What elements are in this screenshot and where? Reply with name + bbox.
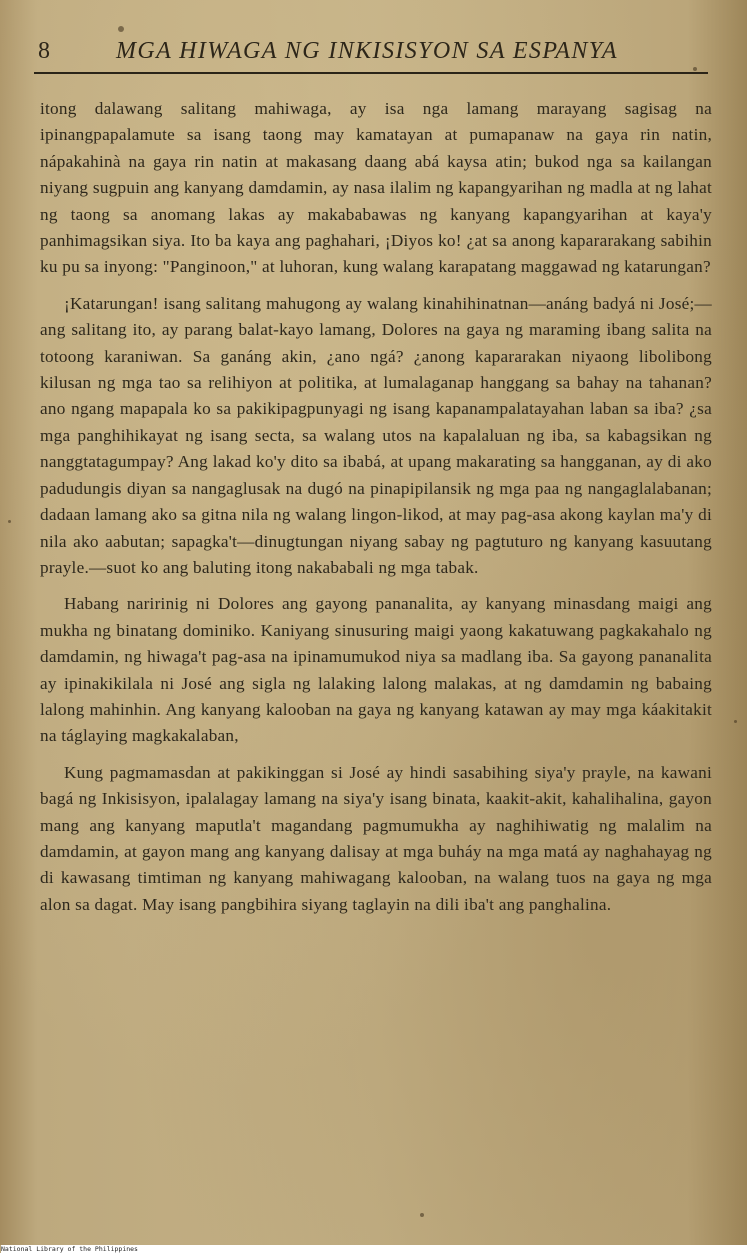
paper-speck [8,520,11,523]
paper-speck [693,67,697,71]
body-text [40,96,712,918]
paragraph-2: ¡Katarungan! isang salitang mahugong ay walang kinahihinatnan—anáng badyá ni José;—ang salitang ito, ay parang balat-kayo lamang, Dolores na gaya ng maraming ibang salita na totoong karaniwan. Sa ganáng akin, ¿ano ngá? ¿anong kapararakan niyaong libolibong kilusan ng mga tao sa relihiyon at politika, at lumalaganap hanggang sa bahay na tahanan? ano ngang mapapala ko sa pakikipagpunyagi ng isang kapanampalatayahan laban sa iba? ¿sa mga panghihikayat ng isang secta, sa walang utos na kapalaluan ng iba, sa kabagsikan ng nanggtatagumpay? Ang lakad ko'y dito sa ibabá, at upang makarating sa hangganan, ay di ako padudungis diyan sa nangaglusak na dugó na pinapipilansik ng mga paa ng nangaglalabanan; dadaan lamang ako sa gitna nila ng walang lingon-likod, at may pag-asa akong kaylan ma'y di nila ako aabutan; sapagka't—dinugtungan niyang sabay ng pagtuturo ng kanyang kasuutang prayle.—suot ko ang baluting itong nakababali ng mga tabak. [40,293,712,577]
paper-speck [420,1213,424,1217]
page-header [38,38,710,72]
paper-speck [734,720,737,723]
header-rule [34,72,708,74]
page-number: 8 [38,38,51,64]
paragraph-1: itong dalawang salitang mahiwaga, ay isa nga lamang marayang sagisag na ipinangpapalamute sa isang taong may kamatayan at pumapanaw na gaya rin natin, nápakahinà na gaya rin natin at makasang daang abá kaysa atin; bukod nga sa kailangan niyang sugpuin ang kanyang damdamin, ay nasa ilalim ng kapangyarihan ng madla at ng lahat ng taong sa anomang lakas ay makababawas ng kanyang kapangyarihan at kaya'y panhimagsikan siya. Ito ba kaya ang paghahari, ¡Diyos ko! ¿at sa anong kapararakang sabihin ku pu sa inyong: "Panginoon," at luhoran, kung walang karapatang maggawad ng katarungan? [40,99,712,277]
paper-speck [118,26,124,32]
running-title: MGA HIWAGA NG INKISISYON SA ESPANYA [116,38,618,64]
library-credit: National Library of the Philippines [1,1245,747,1253]
paragraph-4: Kung pagmamasdan at pakikinggan si José ay hindi sasabihing siya'y prayle, na kawani bagá ng Inkisisyon, ipalalagay lamang na siya'y isang binata, kaakit-akit, kahalihalina, gayon mang ang kanyang maputla't magandang pagmumukha ay naghihiwatig ng malalim na damdamin, at gayon mang ang kanyang dalisay at mga buháy na mga matá ay naghahayag ng di kawasang timtiman ng kanyang mahiwagang kalooban, na walang tuos na gaya ng mga alon sa dagat. May isang pangbihira siyang taglayin na dili iba't ang panghalina. [40,762,712,914]
paragraph-3: Habang naririnig ni Dolores ang gayong pananalita, ay kanyang minasdang maigi ang mukha ng binatang dominiko. Kaniyang sinusuring maigi yaong kakatuwang pagkakahalo ng damdamin, ng hiwaga't pag-asa na ipinamumukod niya sa madlang iba. Sa gayong pananalita ay ipinakikilala ni José ang sigla ng lalaking lalong malakas, at ng damdamin ng babaing lalong mahinhin. Ang kanyang kalooban na gaya ng kanyang katawan ay may mga káakitakit na táglaying magkakalaban, [40,594,712,746]
